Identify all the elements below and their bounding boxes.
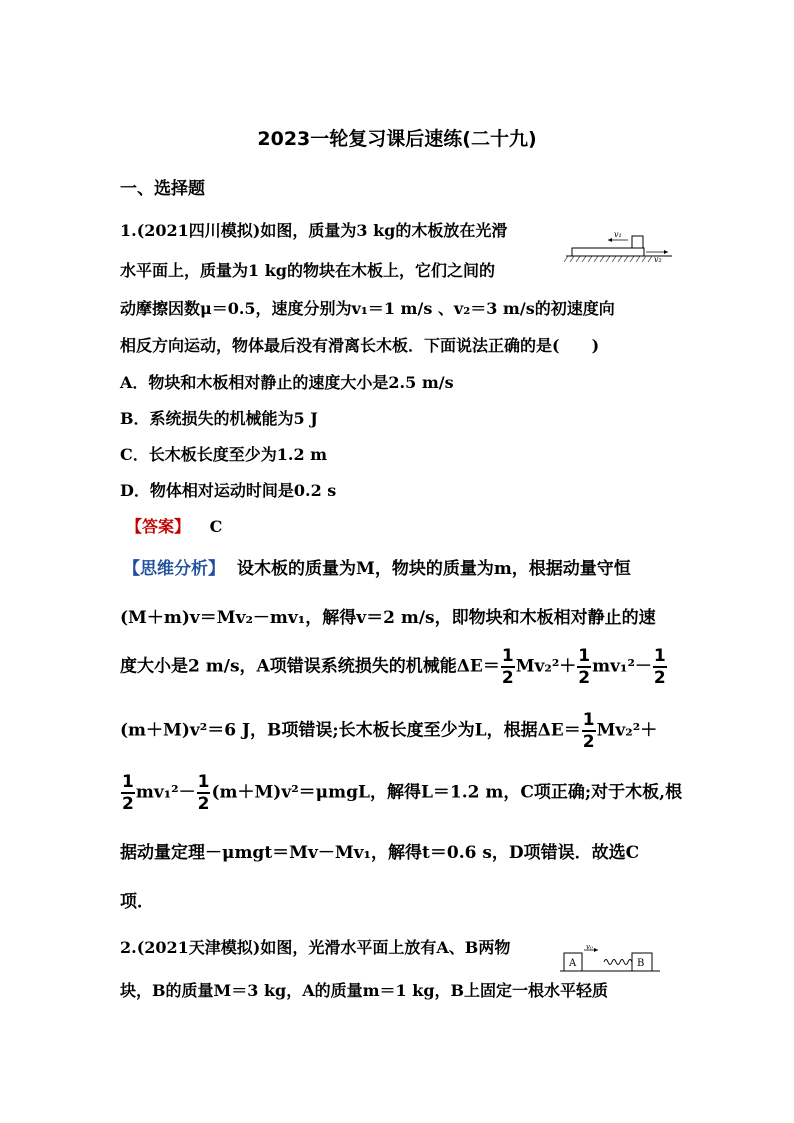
analysis-text: 设木板的质量为M，物块的质量为m，根据动量守恒 [237,559,631,579]
q1-line-2: 水平面上，质量为1 kg的物块在木板上，它们之间的 [120,261,495,280]
block [632,236,643,248]
analysis-text: Mv₂²＋ [596,720,658,741]
analysis-text: 度大小是2 m/s，A项错误系统损失的机械能ΔE＝ [120,656,500,677]
q1-option-a: A．物块和木板相对静止的速度大小是2.5 m/s [120,373,454,392]
q1-line-3: 动摩擦因数μ＝0.5，速度分别为v₁＝1 m/s 、v₂＝3 m/s的初速度向 [120,299,615,318]
q1-analysis-line-3 [120,646,668,688]
q1-analysis-line-2: (M＋m)v＝Mv₂－mv₁，解得v＝2 m/s，即物块和木板相对静止的速 [120,608,656,628]
answer-value: C [209,517,223,536]
q1-option-b: B．系统损失的机械能为5 J [120,409,318,428]
q1-analysis-line-7: 项． [120,892,154,912]
fraction: $\frac{1}{2}$ [578,646,591,688]
q1-line-1: 1.(2021四川模拟)如图，质量为3 kg的木板放在光滑 [120,221,508,240]
board [572,248,644,256]
q1-option-d: D．物体相对运动时间是0.2 s [120,481,337,500]
block-b-label: B [637,958,645,969]
analysis-tag: 【思维分析】 [123,559,225,579]
analysis-text: mv₁²－ [592,656,652,677]
q1-figure [564,228,674,268]
q2-line-2: 块，B的质量M＝3 kg，A的质量m＝1 kg，B上固定一根水平轻质 [120,981,609,1000]
q1-line-4: 相反方向运动，物体最后没有滑离长木板．下面说法正确的是( ) [120,336,600,355]
q1-analysis-line-5 [120,772,682,814]
fraction: $\frac{1}{2}$ [501,646,514,688]
q1-analysis-line-4 [120,710,657,752]
q1-analysis-line-1 [123,554,631,579]
block-a-label: A [569,958,577,969]
v1-label: v₁ [614,230,622,239]
page-title: 2023一轮复习课后速练(二十九) [257,128,537,150]
analysis-text: Mv₂²＋ [515,656,577,677]
fraction: $\frac{1}{2}$ [582,710,595,752]
q2-line-1: 2.(2021天津模拟)如图，光滑水平面上放有A、B两物 [120,938,511,957]
spring [604,960,632,965]
analysis-text: (m＋M)v²＝6 J，B项错误;长木板长度至少为L，根据ΔE＝ [120,720,581,741]
fraction: $\frac{1}{2}$ [653,646,666,688]
analysis-text: mv₁²－ [135,782,196,803]
q1-analysis-line-6: 据动量定理－μmgt＝Mv－Mv₁，解得t＝0.6 s，D项错误．故选C [120,843,640,863]
fraction: $\frac{1}{2}$ [197,772,210,814]
v0-label: v₀ [586,945,593,951]
q1-option-c: C．长木板长度至少为1.2 m [120,445,328,464]
v2-label: v₂ [654,255,662,264]
q2-figure [560,945,660,975]
answer-tag: 【答案】 [126,517,191,536]
analysis-text: (m＋M)v²＝μmgL，解得L＝1.2 m，C项正确;对于木板,根 [211,782,683,803]
q1-answer [126,514,222,537]
section-heading: 一、选择题 [120,179,205,199]
fraction: $\frac{1}{2}$ [122,772,134,814]
